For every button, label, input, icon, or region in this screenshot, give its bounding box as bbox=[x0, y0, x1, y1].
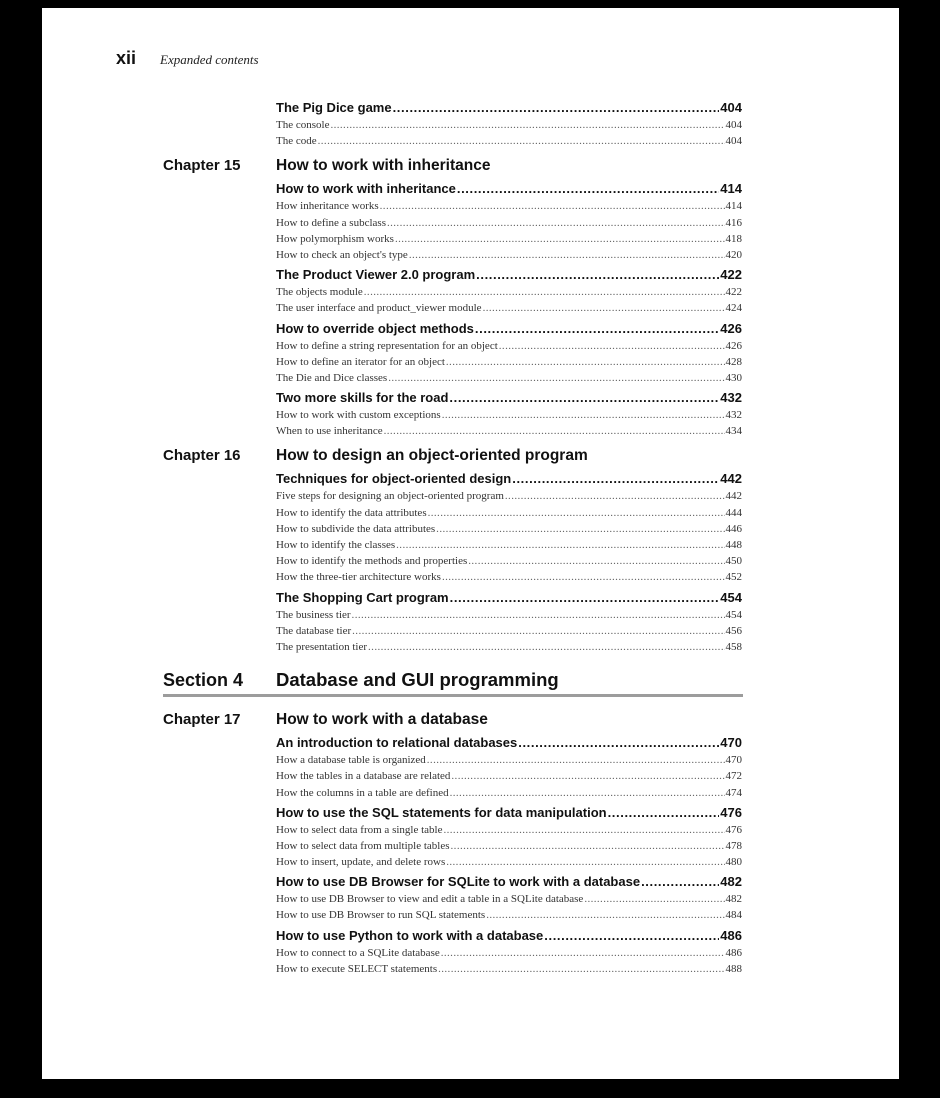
chapter-label: Chapter 17 bbox=[163, 711, 241, 729]
toc-item[interactable] bbox=[276, 338, 742, 354]
page-ref: 414 bbox=[725, 200, 742, 213]
dot-leader bbox=[451, 838, 725, 854]
toc-topic[interactable] bbox=[276, 98, 742, 117]
chapter-block bbox=[42, 709, 899, 977]
page-ref: 418 bbox=[725, 232, 742, 245]
dot-leader bbox=[442, 569, 725, 585]
dot-leader bbox=[428, 505, 725, 521]
dot-leader bbox=[438, 961, 724, 977]
dot-leader bbox=[330, 117, 724, 133]
item-title: The business tier bbox=[276, 608, 351, 621]
toc-item[interactable] bbox=[276, 945, 742, 961]
topic-title: The Product Viewer 2.0 program bbox=[276, 267, 476, 283]
item-title: The presentation tier bbox=[276, 640, 368, 653]
item-title: How to identify the data attributes bbox=[276, 506, 427, 519]
toc-item[interactable] bbox=[276, 215, 742, 231]
item-title: How to insert, update, and delete rows bbox=[276, 856, 446, 869]
topic-title: The Pig Dice game bbox=[276, 100, 392, 115]
page-ref: 454 bbox=[720, 589, 742, 605]
topic-title: How to use the SQL statements for data manipulation bbox=[276, 804, 607, 820]
page-ref: 422 bbox=[720, 267, 742, 283]
dot-leader bbox=[468, 553, 724, 569]
page-ref: 482 bbox=[720, 874, 742, 890]
toc-item[interactable] bbox=[276, 623, 742, 639]
dot-leader bbox=[512, 469, 719, 488]
item-title: How to use DB Browser to view and edit a table in a SQLite database bbox=[276, 893, 584, 906]
toc-topic[interactable] bbox=[276, 388, 742, 407]
topic-title: Two more skills for the road bbox=[276, 390, 449, 406]
page-ref: 476 bbox=[720, 804, 742, 820]
topic-title: The Shopping Cart program bbox=[276, 589, 449, 605]
toc-item[interactable] bbox=[276, 354, 742, 370]
item-title: The Die and Dice classes bbox=[276, 371, 388, 384]
table-of-contents bbox=[42, 96, 899, 977]
item-title: How the columns in a table are defined bbox=[276, 786, 449, 799]
dot-leader bbox=[352, 607, 725, 623]
toc-item[interactable] bbox=[276, 822, 742, 838]
toc-item[interactable] bbox=[276, 300, 742, 316]
toc-topic[interactable] bbox=[276, 469, 742, 488]
item-title: How a database table is organized bbox=[276, 754, 426, 767]
page-ref: 470 bbox=[720, 735, 742, 751]
book-page bbox=[42, 8, 899, 1079]
page-header bbox=[116, 48, 259, 72]
item-title: How to execute SELECT statements bbox=[276, 962, 438, 975]
dot-leader bbox=[436, 521, 724, 537]
continued-block bbox=[42, 98, 899, 149]
toc-topic[interactable] bbox=[276, 588, 742, 607]
page-ref: 430 bbox=[725, 371, 742, 384]
dot-leader bbox=[499, 338, 725, 354]
topic-title: How to work with inheritance bbox=[276, 181, 456, 197]
toc-item[interactable] bbox=[276, 537, 742, 553]
dot-leader bbox=[441, 945, 725, 961]
toc-item[interactable] bbox=[276, 423, 742, 439]
page-ref: 404 bbox=[725, 135, 742, 148]
toc-topic[interactable] bbox=[276, 803, 742, 822]
dot-leader bbox=[442, 407, 725, 423]
page-ref: 488 bbox=[725, 962, 742, 975]
page-ref: 432 bbox=[725, 409, 742, 422]
dot-leader bbox=[368, 639, 724, 655]
page-ref: 442 bbox=[720, 471, 742, 487]
item-title: How polymorphism works bbox=[276, 232, 394, 245]
item-title: The console bbox=[276, 119, 330, 131]
item-title: Five steps for designing an object-oriented program bbox=[276, 490, 504, 503]
dot-leader bbox=[446, 854, 724, 870]
running-head: Expanded contents bbox=[160, 52, 259, 67]
page-ref: 446 bbox=[725, 522, 742, 535]
page-ref: 426 bbox=[725, 339, 742, 352]
dot-leader bbox=[544, 926, 719, 945]
dot-leader bbox=[384, 423, 725, 439]
dot-leader bbox=[446, 354, 725, 370]
dot-leader bbox=[352, 623, 724, 639]
dot-leader bbox=[457, 179, 719, 198]
item-title: How to check an object's type bbox=[276, 248, 408, 261]
toc-item[interactable] bbox=[276, 231, 742, 247]
chapter-title[interactable]: How to work with inheritance bbox=[276, 157, 491, 175]
toc-topic[interactable] bbox=[276, 265, 742, 284]
toc-item[interactable] bbox=[276, 370, 742, 386]
page-ref: 422 bbox=[725, 286, 742, 299]
page-ref: 426 bbox=[720, 320, 742, 336]
dot-leader bbox=[451, 768, 724, 784]
toc-item[interactable] bbox=[276, 752, 742, 768]
item-title: The code bbox=[276, 135, 317, 148]
toc-item[interactable] bbox=[276, 284, 742, 300]
toc-item[interactable] bbox=[276, 854, 742, 870]
item-title: The user interface and product_viewer module bbox=[276, 302, 482, 315]
page-ref: 486 bbox=[725, 946, 742, 959]
toc-item[interactable] bbox=[276, 907, 742, 923]
page-ref: 414 bbox=[720, 181, 742, 197]
toc-item[interactable] bbox=[276, 247, 742, 263]
chapter-label: Chapter 15 bbox=[163, 157, 241, 175]
toc-item[interactable] bbox=[276, 407, 742, 423]
toc-item[interactable] bbox=[276, 838, 742, 854]
dot-leader bbox=[409, 247, 725, 263]
section-label: Section 4 bbox=[163, 670, 244, 691]
dot-leader bbox=[427, 752, 725, 768]
dot-leader bbox=[505, 488, 725, 504]
item-title: How inheritance works bbox=[276, 200, 379, 213]
page-ref: 404 bbox=[725, 119, 742, 131]
topic-title: How to use Python to work with a database bbox=[276, 927, 544, 943]
dot-leader bbox=[450, 588, 720, 607]
section-heading bbox=[42, 667, 899, 693]
section-rule bbox=[163, 694, 743, 697]
dot-leader bbox=[641, 872, 719, 891]
toc-item[interactable] bbox=[276, 521, 742, 537]
chapter-title[interactable]: How to design an object-oriented program bbox=[276, 447, 588, 465]
page-ref: 482 bbox=[725, 893, 742, 906]
dot-leader bbox=[450, 785, 725, 801]
toc-item[interactable] bbox=[276, 961, 742, 977]
toc-item[interactable] bbox=[276, 785, 742, 801]
page-ref: 444 bbox=[725, 506, 742, 519]
dot-leader bbox=[518, 733, 719, 752]
chapter-block bbox=[42, 445, 899, 655]
topic-title: An introduction to relational databases bbox=[276, 735, 518, 751]
item-title: How to identify the methods and properties bbox=[276, 555, 468, 568]
toc-item[interactable] bbox=[276, 488, 742, 504]
page-ref: 476 bbox=[725, 823, 742, 836]
page-ref: 452 bbox=[725, 571, 742, 584]
toc-item[interactable] bbox=[276, 891, 742, 907]
toc-item[interactable] bbox=[276, 133, 742, 149]
page-ref: 454 bbox=[725, 608, 742, 621]
page-ref: 434 bbox=[725, 425, 742, 438]
dot-leader bbox=[380, 198, 725, 214]
chapter-block bbox=[42, 155, 899, 439]
dot-leader bbox=[608, 803, 720, 822]
dot-leader bbox=[393, 98, 720, 117]
dot-leader bbox=[443, 822, 724, 838]
dot-leader bbox=[476, 265, 719, 284]
page-ref: 448 bbox=[725, 539, 742, 551]
page-ref: 472 bbox=[725, 770, 742, 783]
item-title: How the three-tier architecture works bbox=[276, 571, 441, 584]
toc-item[interactable] bbox=[276, 553, 742, 569]
page-ref: 404 bbox=[720, 100, 742, 115]
toc-item[interactable] bbox=[276, 505, 742, 521]
dot-leader bbox=[318, 133, 725, 149]
toc-item[interactable] bbox=[276, 569, 742, 585]
page-number: xii bbox=[116, 48, 137, 68]
chapter-title[interactable]: How to work with a database bbox=[276, 711, 488, 729]
dot-leader bbox=[483, 300, 725, 316]
page-ref: 484 bbox=[725, 909, 742, 922]
dot-leader bbox=[475, 319, 719, 338]
item-title: The objects module bbox=[276, 286, 363, 299]
toc-topic[interactable] bbox=[276, 872, 742, 891]
item-title: How to define an iterator for an object bbox=[276, 355, 445, 368]
topic-title: How to use DB Browser for SQLite to work with a database bbox=[276, 874, 641, 890]
topic-title: How to override object methods bbox=[276, 320, 474, 336]
toc-item[interactable] bbox=[276, 639, 742, 655]
page-ref: 474 bbox=[725, 786, 742, 799]
dot-leader bbox=[449, 388, 719, 407]
item-title: How to select data from a single table bbox=[276, 823, 443, 836]
dot-leader bbox=[364, 284, 725, 300]
item-title: How the tables in a database are related bbox=[276, 770, 451, 783]
page-ref: 450 bbox=[725, 555, 742, 568]
dot-leader bbox=[387, 215, 725, 231]
toc-topic[interactable] bbox=[276, 319, 742, 338]
item-title: The database tier bbox=[276, 624, 352, 637]
page-ref: 424 bbox=[725, 302, 742, 315]
toc-item[interactable] bbox=[276, 198, 742, 214]
page-ref: 432 bbox=[720, 390, 742, 406]
page-ref: 416 bbox=[725, 216, 742, 229]
toc-item[interactable] bbox=[276, 768, 742, 784]
page-ref: 480 bbox=[725, 856, 742, 869]
topic-title: Techniques for object-oriented design bbox=[276, 471, 512, 487]
toc-item[interactable] bbox=[276, 117, 742, 133]
item-title: How to define a string representation for an object bbox=[276, 339, 498, 352]
item-title: How to select data from multiple tables bbox=[276, 839, 450, 852]
dot-leader bbox=[388, 370, 724, 386]
toc-item[interactable] bbox=[276, 607, 742, 623]
dot-leader bbox=[584, 891, 724, 907]
item-title: How to subdivide the data attributes bbox=[276, 522, 436, 535]
page-ref: 420 bbox=[725, 248, 742, 261]
item-title: How to define a subclass bbox=[276, 216, 386, 229]
page-ref: 456 bbox=[725, 624, 742, 637]
item-title: How to connect to a SQLite database bbox=[276, 946, 440, 959]
page-ref: 428 bbox=[725, 355, 742, 368]
item-title: How to use DB Browser to run SQL statements bbox=[276, 909, 486, 922]
item-title: When to use inheritance bbox=[276, 425, 383, 438]
page-ref: 486 bbox=[720, 927, 742, 943]
dot-leader bbox=[396, 537, 724, 553]
chapter-label: Chapter 16 bbox=[163, 447, 241, 465]
section-title[interactable]: Database and GUI programming bbox=[276, 669, 559, 691]
page-ref: 478 bbox=[725, 839, 742, 852]
toc-topic[interactable] bbox=[276, 926, 742, 945]
toc-topic[interactable] bbox=[276, 733, 742, 752]
page-ref: 458 bbox=[725, 640, 742, 653]
item-title: How to identify the classes bbox=[276, 539, 396, 551]
toc-topic[interactable] bbox=[276, 179, 742, 198]
page-ref: 442 bbox=[725, 490, 742, 503]
dot-leader bbox=[486, 907, 724, 923]
item-title: How to work with custom exceptions bbox=[276, 409, 441, 422]
dot-leader bbox=[395, 231, 725, 247]
page-ref: 470 bbox=[725, 754, 742, 767]
